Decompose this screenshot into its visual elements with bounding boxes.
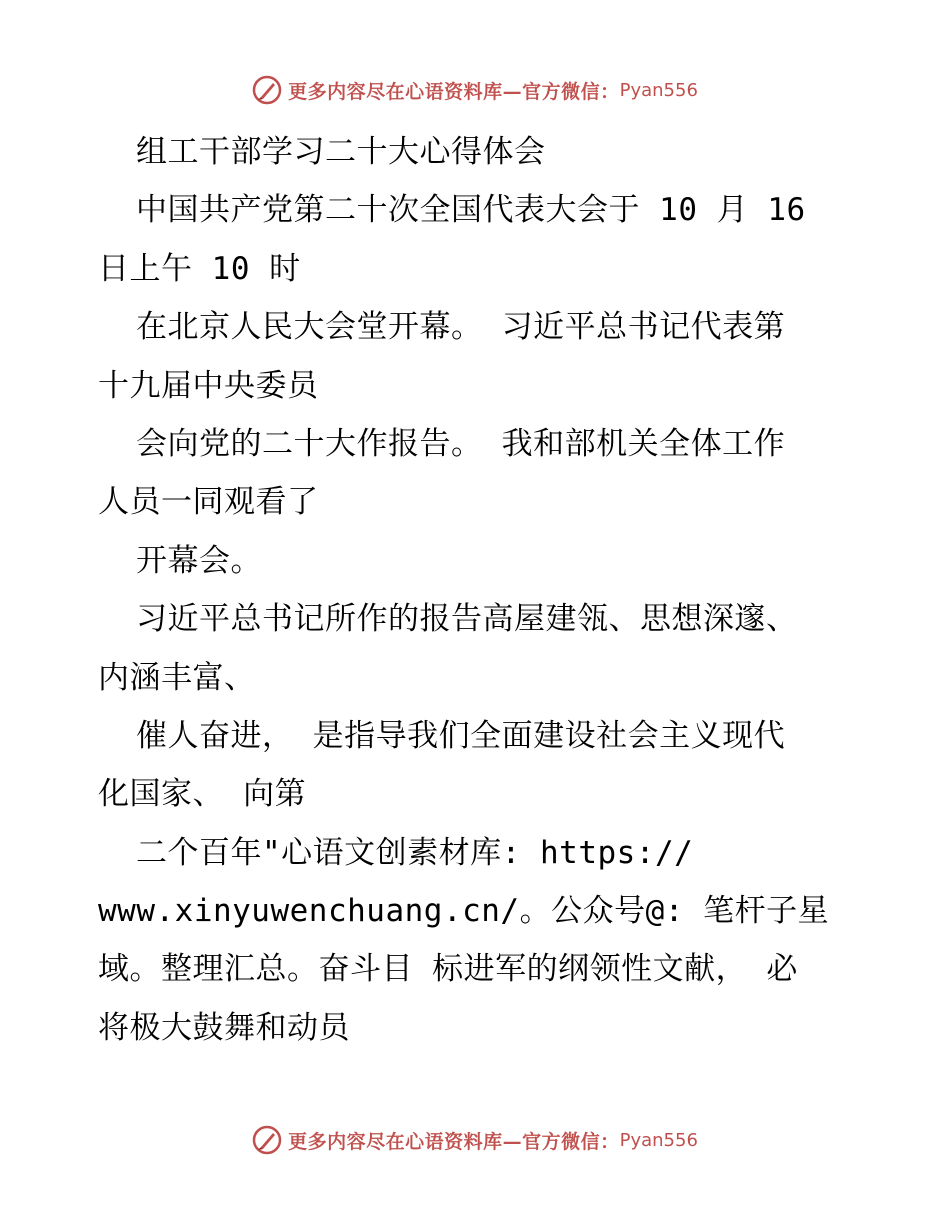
footer-banner (0, 1120, 950, 1160)
paragraph-line: 日上午 10 时 (98, 250, 301, 287)
paragraph-line: 催人奋进， 是指导我们全面建设社会主义现代 (136, 717, 786, 754)
paragraph-line: 二个百年"心语文创素材库: https:// (136, 834, 694, 871)
paragraph-line: 内涵丰富、 (98, 659, 256, 696)
header-banner-text: 更多内容尽在心语资料库—官方微信： (288, 80, 620, 103)
paragraph-line: 在北京人民大会堂开幕。 习近平总书记代表第 (136, 309, 786, 346)
document-body (98, 123, 858, 1057)
paragraph-line: 化国家、 向第 (98, 776, 307, 813)
paragraph-line: 人员一同观看了 (98, 484, 319, 521)
paragraph-line: www.xinyuwenchuang.cn/。公众号@: 笔杆子星 (98, 893, 830, 930)
paragraph-line: 十九届中央委员 (98, 367, 319, 404)
paragraph-line: 域。整理汇总。奋斗目 标进军的纲领性文献， 必 (98, 951, 798, 988)
header-banner-wechat: Pyan556 (619, 79, 698, 101)
paragraph-line: 将极大鼓舞和动员 (98, 1009, 350, 1046)
paragraph-line: 开幕会。 (136, 542, 262, 579)
footer-banner-wechat: Pyan556 (619, 1129, 698, 1151)
quill-logo-icon (252, 1125, 282, 1155)
paragraph-line: 会向党的二十大作报告。 我和部机关全体工作 (136, 425, 786, 462)
paragraph-line: 习近平总书记所作的报告高屋建瓴、思想深邃、 (136, 601, 798, 638)
document-title: 组工干部学习二十大心得体会 (136, 134, 546, 170)
quill-logo-icon (252, 75, 282, 105)
footer-banner-text: 更多内容尽在心语资料库—官方微信： (288, 1130, 620, 1153)
paragraph-line: 中国共产党第二十次全国代表大会于 10 月 16 (136, 192, 806, 229)
header-banner (0, 70, 950, 110)
